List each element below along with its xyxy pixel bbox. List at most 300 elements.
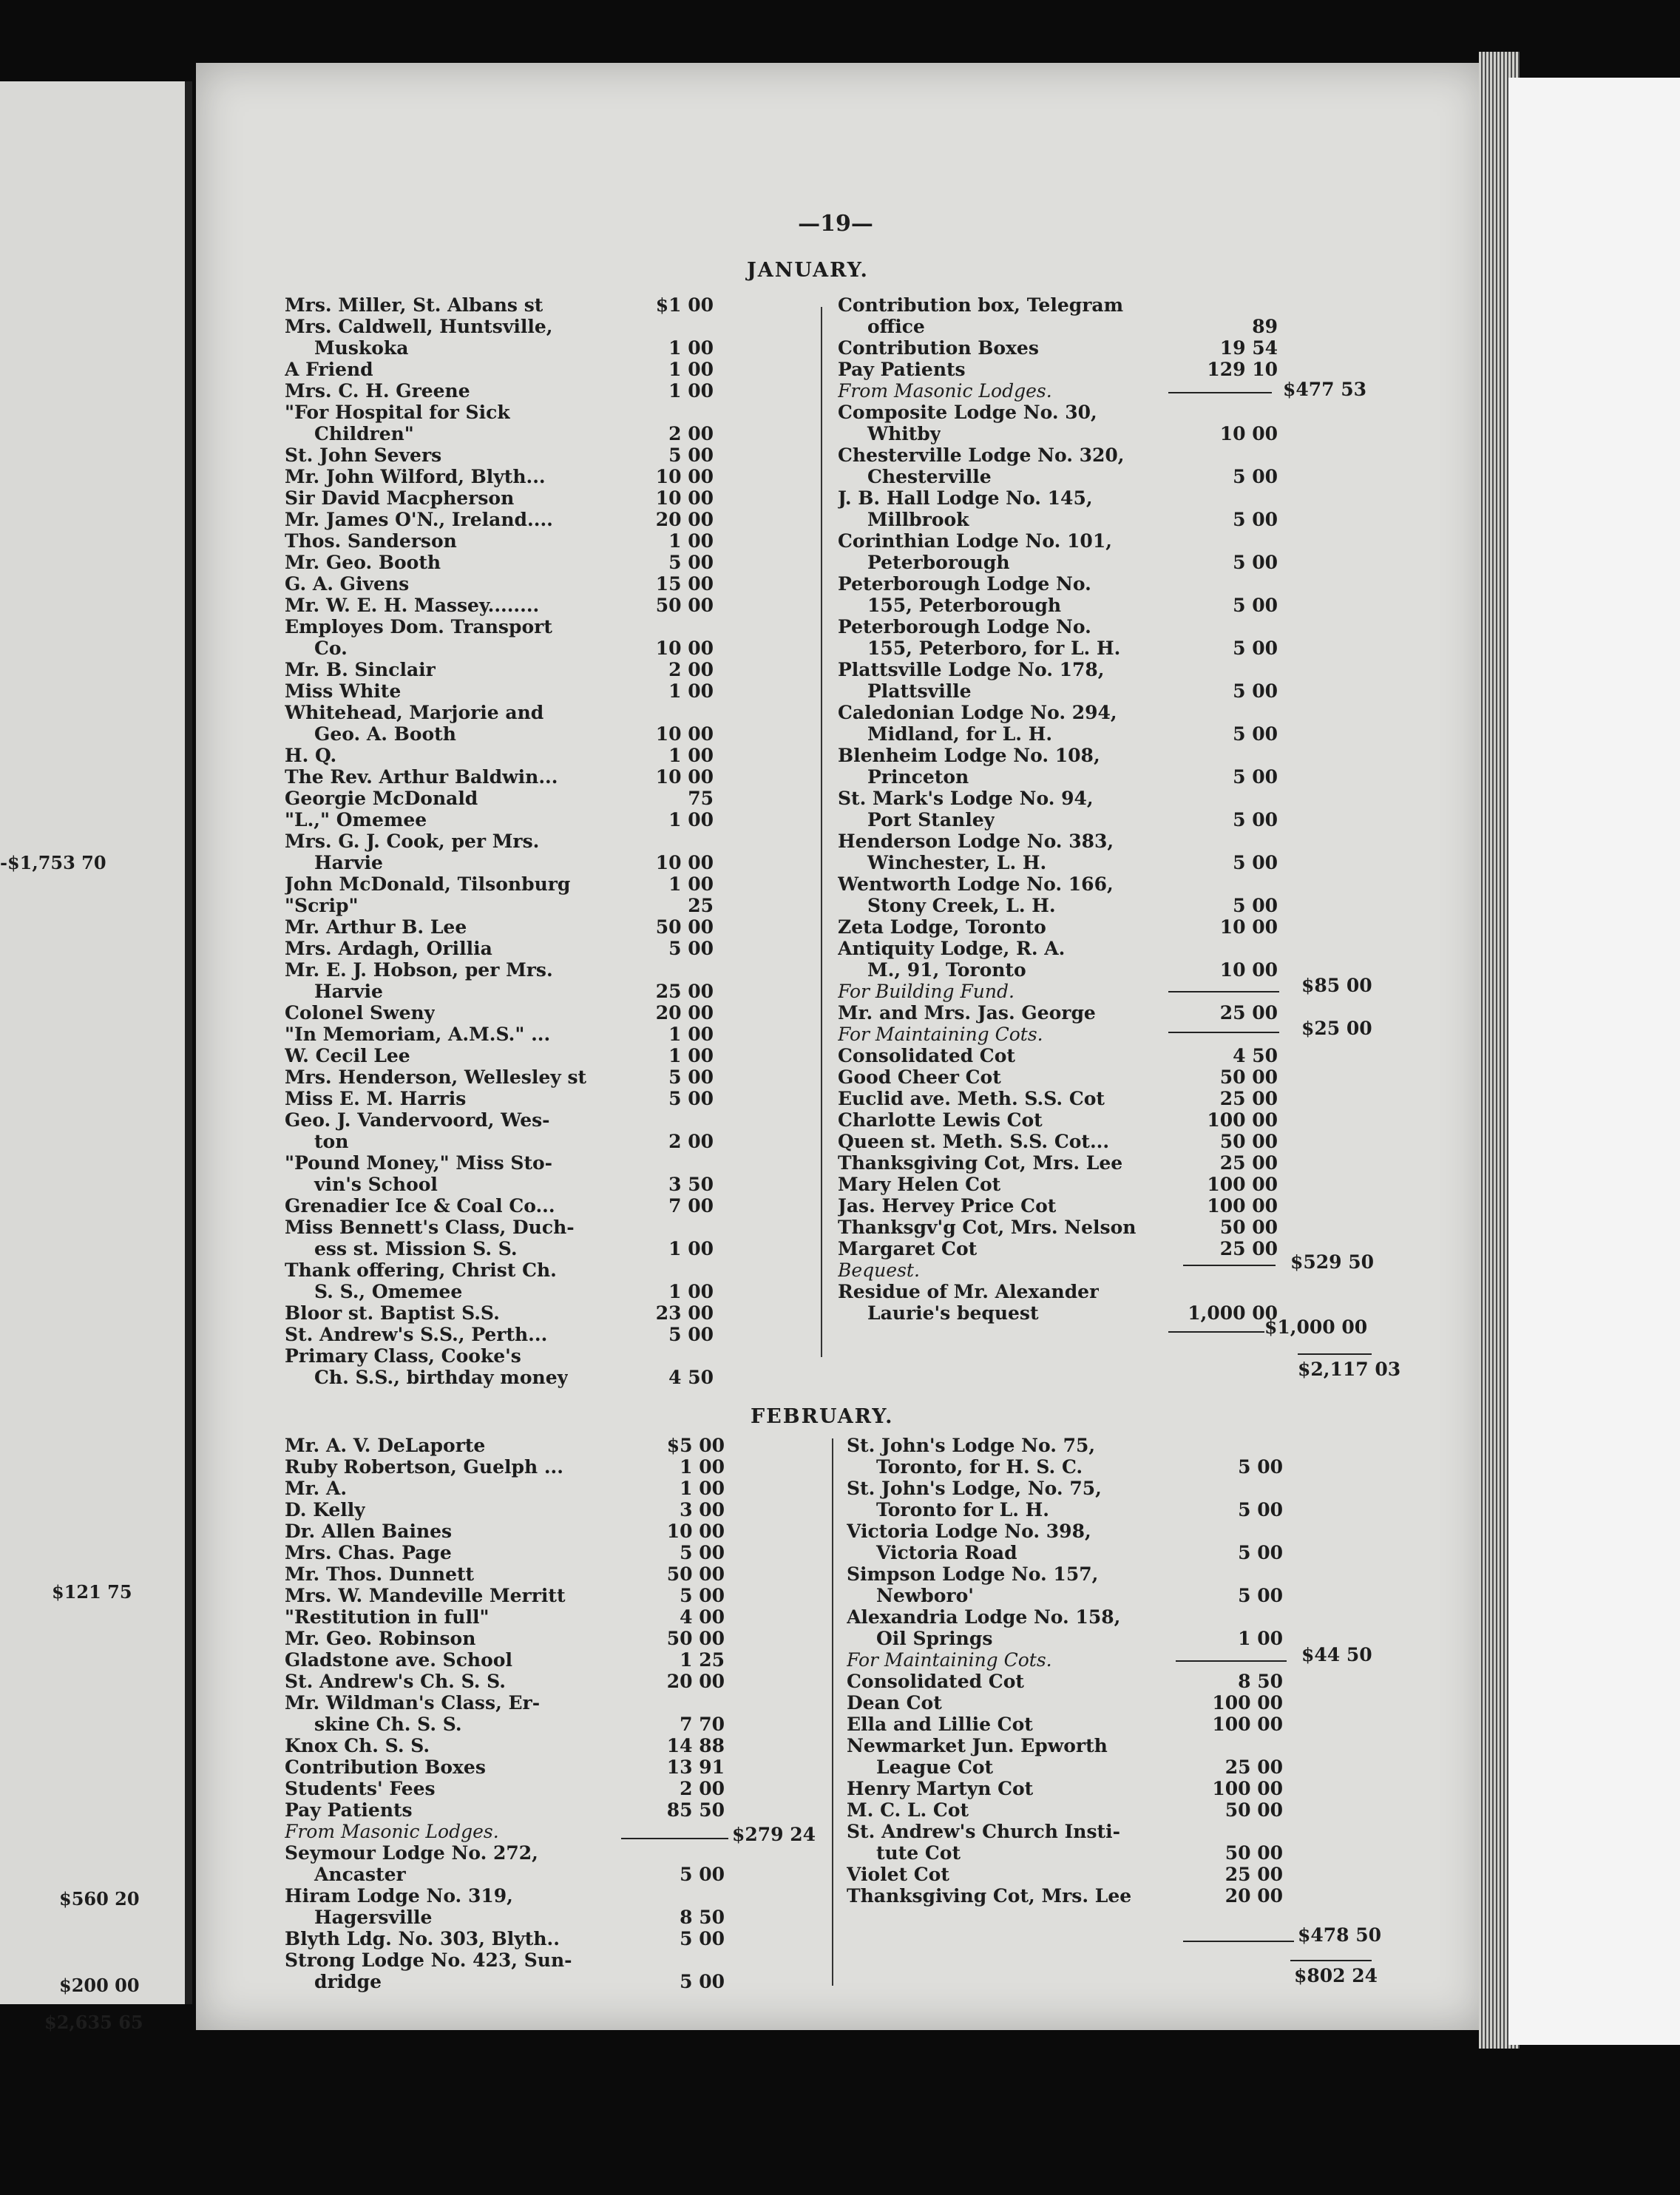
- ledger-entry: [285, 766, 714, 788]
- sum-rule: [1298, 1353, 1372, 1355]
- ledger-entry: [285, 380, 714, 402]
- ledger-entry: [285, 916, 714, 938]
- entry-name: Mr. A.: [285, 1478, 348, 1499]
- ledger-entry: [285, 573, 714, 595]
- entry-amount: [647, 1217, 714, 1238]
- ledger-entry: [285, 1885, 725, 1907]
- entry-name: Caledonian Lodge No. 294,: [838, 702, 1117, 723]
- ledger-entry: [285, 723, 714, 745]
- entry-name: Mrs. Caldwell, Huntsville,: [285, 316, 553, 337]
- entry-amount: 5 00: [1233, 637, 1278, 659]
- entry-name: Zeta Lodge, Toronto: [838, 916, 1046, 938]
- left-page-figure: $200 00: [59, 1975, 140, 1996]
- entry-amount: 15 00: [655, 573, 714, 595]
- entry-name: St. Mark's Lodge No. 94,: [838, 788, 1094, 809]
- ledger-entry: [285, 1864, 725, 1885]
- ledger-entry: [285, 1195, 714, 1217]
- january-total-item: $85 00: [1301, 975, 1372, 996]
- entry-name: Mr. Wildman's Class, Er-: [285, 1692, 541, 1714]
- sum-rule: [1168, 1032, 1279, 1033]
- entry-amount: [1211, 402, 1278, 423]
- entry-name: Thos. Sanderson: [285, 530, 457, 552]
- entry-amount: 5 00: [1233, 852, 1278, 873]
- entry-name: G. A. Givens: [285, 573, 410, 595]
- ledger-entry: [285, 680, 714, 702]
- ledger-entry: [285, 1045, 714, 1066]
- entry-amount: 5 00: [668, 552, 714, 573]
- entry-name: Port Stanley: [867, 809, 995, 831]
- entry-amount: 5 00: [1233, 509, 1278, 530]
- entry-amount: 1,000 00: [1188, 1302, 1278, 1324]
- entry-name: Margaret Cot: [838, 1238, 978, 1259]
- ledger-entry: [285, 1131, 714, 1152]
- entry-name: Pay Patients: [285, 1799, 413, 1821]
- entry-amount: [647, 316, 714, 337]
- entry-amount: [1211, 873, 1278, 895]
- entry-amount: 5 00: [1233, 766, 1278, 788]
- entry-name: Mr. E. J. Hobson, per Mrs.: [285, 959, 553, 981]
- entry-name: Henry Martyn Cot: [847, 1778, 1034, 1799]
- ledger-entry: [847, 1628, 1283, 1649]
- entry-name: Thanksgiving Cot, Mrs. Lee: [838, 1152, 1123, 1174]
- entry-amount: 100 00: [1212, 1778, 1283, 1799]
- entry-amount: 25 00: [1225, 1756, 1283, 1778]
- entry-name: Sir David Macpherson: [285, 487, 515, 509]
- ledger-entry: [838, 530, 1278, 552]
- ledger-entry: [847, 1456, 1283, 1478]
- ledger-entry: [847, 1885, 1283, 1907]
- entry-amount: 8 50: [680, 1907, 725, 1928]
- ledger-entry: [847, 1521, 1283, 1542]
- entry-name: Mr. Thos. Dunnett: [285, 1563, 475, 1585]
- entry-name: Miss White: [285, 680, 402, 702]
- entry-name: Colonel Sweny: [285, 1002, 436, 1024]
- left-page-figure: -$1,753 70: [0, 852, 106, 873]
- ledger-entry: [285, 1345, 714, 1367]
- entry-name: Queen st. Meth. S.S. Cot...: [838, 1131, 1110, 1152]
- entry-amount: [1216, 1478, 1283, 1499]
- ledger-entry: [285, 1174, 714, 1195]
- entry-name: "In Memoriam, A.M.S." ...: [285, 1024, 551, 1045]
- ledger-entry: [847, 1606, 1283, 1628]
- entry-name: Wentworth Lodge No. 166,: [838, 873, 1114, 895]
- entry-name: Ella and Lillie Cot: [847, 1714, 1033, 1735]
- entry-name: Peterborough: [867, 552, 1010, 573]
- entry-name: Mrs. Ardagh, Orillia: [285, 938, 492, 959]
- january-total-item: $25 00: [1301, 1018, 1372, 1039]
- entry-name: "L.," Omemee: [285, 809, 427, 831]
- entry-name: Plattsville Lodge No. 178,: [838, 659, 1105, 680]
- entry-amount: [1211, 487, 1278, 509]
- entry-name: Chesterville: [867, 466, 992, 487]
- ledger-entry: [847, 1563, 1283, 1585]
- entry-name: "For Hospital for Sick: [285, 402, 510, 423]
- entry-name: Euclid ave. Meth. S.S. Cot: [838, 1088, 1105, 1109]
- entry-amount: 3 50: [668, 1174, 714, 1195]
- entry-name: Seymour Lodge No. 272,: [285, 1842, 538, 1864]
- entry-name: Hagersville: [314, 1907, 433, 1928]
- sum-rule: [1183, 1265, 1276, 1266]
- ledger-entry: [285, 402, 714, 423]
- entry-name: Jas. Hervey Price Cot: [838, 1195, 1057, 1217]
- ledger-entry: [838, 1174, 1278, 1195]
- ledger-entry: [285, 552, 714, 573]
- ledger-entry: [838, 723, 1278, 745]
- entry-amount: $1 00: [655, 294, 714, 316]
- entry-amount: [1211, 788, 1278, 809]
- ledger-entry: [285, 809, 714, 831]
- entry-name: 155, Peterborough: [867, 595, 1062, 616]
- previous-page: [0, 81, 192, 2033]
- entry-name: Thank offering, Christ Ch.: [285, 1259, 557, 1281]
- entry-amount: 7 00: [668, 1195, 714, 1217]
- entry-amount: 23 00: [655, 1302, 714, 1324]
- entry-amount: 100 00: [1212, 1692, 1283, 1714]
- ledger-entry: [285, 530, 714, 552]
- entry-amount: 5 00: [668, 444, 714, 466]
- ledger-entry: [285, 1735, 725, 1756]
- entry-name: Mr. James O'N., Ireland....: [285, 509, 553, 530]
- ledger-entry: [838, 552, 1278, 573]
- ledger-entry: [838, 702, 1278, 723]
- ledger-entry: [838, 766, 1278, 788]
- ledger-entry: [285, 1671, 725, 1692]
- ledger-entry: [838, 1195, 1278, 1217]
- entry-amount: 19 54: [1219, 337, 1278, 359]
- entry-amount: [658, 1842, 725, 1864]
- entry-name: Consolidated Cot: [838, 1045, 1015, 1066]
- entry-amount: 5 00: [1233, 595, 1278, 616]
- ledger-entry: [838, 616, 1278, 637]
- entry-amount: [1211, 702, 1278, 723]
- entry-amount: [1211, 1259, 1278, 1281]
- ledger-entry: [285, 294, 714, 316]
- entry-amount: [1211, 444, 1278, 466]
- entry-name: Mrs. C. H. Greene: [285, 380, 470, 402]
- entry-name: D. Kelly: [285, 1499, 365, 1521]
- ledger-entry: [838, 487, 1278, 509]
- ledger-entry: [847, 1435, 1283, 1456]
- entry-amount: 50 00: [1225, 1799, 1283, 1821]
- entry-amount: 10 00: [655, 637, 714, 659]
- ledger-entry: [838, 852, 1278, 873]
- entry-name: Blyth Ldg. No. 303, Blyth..: [285, 1928, 560, 1949]
- entry-amount: [658, 1885, 725, 1907]
- ledger-entry: [285, 1238, 714, 1259]
- entry-amount: [647, 702, 714, 723]
- entry-name: Mr. W. E. H. Massey........: [285, 595, 540, 616]
- entry-name: For Maintaining Cots.: [847, 1649, 1052, 1671]
- entry-name: Mr. and Mrs. Jas. George: [838, 1002, 1096, 1024]
- ledger-entry: [285, 895, 714, 916]
- entry-name: St. Andrew's Ch. S. S.: [285, 1671, 507, 1692]
- ledger-entry: [838, 380, 1278, 402]
- entry-amount: [647, 1109, 714, 1131]
- entry-name: "Scrip": [285, 895, 359, 916]
- entry-amount: 10 00: [655, 466, 714, 487]
- ledger-entry: [285, 873, 714, 895]
- entry-amount: 89: [1252, 316, 1278, 337]
- entry-amount: 8 50: [1238, 1671, 1283, 1692]
- ledger-entry: [285, 1842, 725, 1864]
- entry-amount: 100 00: [1207, 1174, 1278, 1195]
- ledger-entry: [285, 1109, 714, 1131]
- entry-name: Pay Patients: [838, 359, 966, 380]
- ledger-entry: [285, 1756, 725, 1778]
- ledger-entry: [838, 316, 1278, 337]
- entry-name: Ancaster: [314, 1864, 406, 1885]
- ledger-entry: [285, 1606, 725, 1628]
- entry-name: Employes Dom. Transport: [285, 616, 552, 637]
- entry-amount: [647, 616, 714, 637]
- ledger-entry: [285, 702, 714, 723]
- entry-name: W. Cecil Lee: [285, 1045, 410, 1066]
- ledger-entry: [285, 1435, 725, 1456]
- entry-name: From Masonic Lodges.: [838, 380, 1052, 402]
- ledger-entry: [838, 337, 1278, 359]
- entry-amount: 5 00: [680, 1542, 725, 1563]
- entry-amount: [647, 1259, 714, 1281]
- entry-amount: 25 00: [1219, 1002, 1278, 1024]
- entry-amount: [647, 831, 714, 852]
- february-left-column: [285, 1435, 725, 1992]
- entry-amount: 2 00: [668, 659, 714, 680]
- ledger-entry: [285, 1542, 725, 1563]
- entry-name: Mrs. Miller, St. Albans st: [285, 294, 543, 316]
- entry-name: Thanksgv'g Cot, Mrs. Nelson: [838, 1217, 1137, 1238]
- ledger-entry: [838, 938, 1278, 959]
- entry-name: Millbrook: [867, 509, 969, 530]
- sum-rule: [1176, 1660, 1287, 1662]
- entry-amount: 85 50: [666, 1799, 725, 1821]
- entry-name: For Maintaining Cots.: [838, 1024, 1043, 1045]
- entry-amount: 25 00: [1219, 1238, 1278, 1259]
- entry-amount: 25 00: [1225, 1864, 1283, 1885]
- entry-amount: 5 00: [1233, 680, 1278, 702]
- entry-amount: 1 00: [668, 680, 714, 702]
- entry-amount: 50 00: [1219, 1066, 1278, 1088]
- ledger-entry: [838, 659, 1278, 680]
- ledger-entry: [847, 1735, 1283, 1756]
- ledger-entry: [285, 1024, 714, 1045]
- ledger-entry: [285, 1907, 725, 1928]
- ledger-entry: [838, 873, 1278, 895]
- entry-amount: 75: [688, 788, 714, 809]
- ledger-entry: [285, 1778, 725, 1799]
- column-divider: [821, 307, 822, 1357]
- entry-name: dridge: [314, 1971, 382, 1992]
- ledger-entry: [847, 1499, 1283, 1521]
- ledger-entry: [285, 1281, 714, 1302]
- entry-name: Winchester, L. H.: [867, 852, 1047, 873]
- february-total-item: $279 24: [732, 1824, 816, 1845]
- entry-amount: [1216, 1821, 1283, 1842]
- ledger-entry: [838, 959, 1278, 981]
- entry-name: Henderson Lodge No. 383,: [838, 831, 1114, 852]
- ledger-entry: [838, 1131, 1278, 1152]
- ledger-entry: [285, 1002, 714, 1024]
- entry-amount: 50 00: [1219, 1217, 1278, 1238]
- entry-amount: [1216, 1563, 1283, 1585]
- entry-name: Miss E. M. Harris: [285, 1088, 467, 1109]
- entry-amount: 50 00: [655, 916, 714, 938]
- ledger-entry: [285, 637, 714, 659]
- sum-rule: [1183, 1941, 1294, 1942]
- ledger-entry: [838, 680, 1278, 702]
- entry-amount: 4 50: [1233, 1045, 1278, 1066]
- entry-amount: 129 10: [1207, 359, 1278, 380]
- ledger-entry: [838, 1088, 1278, 1109]
- entry-amount: [1211, 659, 1278, 680]
- page-number: —19—: [798, 211, 873, 237]
- ledger-entry: [285, 1302, 714, 1324]
- entry-amount: 5 00: [668, 938, 714, 959]
- entry-amount: 25: [688, 895, 714, 916]
- entry-name: ton: [314, 1131, 349, 1152]
- ledger-entry: [838, 1045, 1278, 1066]
- entry-name: Victoria Lodge No. 398,: [847, 1521, 1091, 1542]
- entry-name: tute Cot: [876, 1842, 961, 1864]
- entry-amount: 1 00: [668, 1281, 714, 1302]
- entry-name: Residue of Mr. Alexander: [838, 1281, 1100, 1302]
- entry-name: Newmarket Jun. Epworth: [847, 1735, 1108, 1756]
- entry-amount: 4 00: [680, 1606, 725, 1628]
- entry-name: Newboro': [876, 1585, 974, 1606]
- ledger-entry: [838, 916, 1278, 938]
- entry-amount: 10 00: [655, 723, 714, 745]
- entry-amount: [658, 1692, 725, 1714]
- entry-name: Contribution Boxes: [838, 337, 1039, 359]
- entry-amount: 5 00: [1233, 809, 1278, 831]
- ledger-entry: [285, 337, 714, 359]
- entry-name: A Friend: [285, 359, 373, 380]
- entry-amount: 14 88: [666, 1735, 725, 1756]
- entry-name: Dr. Allen Baines: [285, 1521, 453, 1542]
- ledger-entry: [285, 959, 714, 981]
- january-heading: JANUARY.: [747, 259, 869, 282]
- entry-name: Co.: [314, 637, 348, 659]
- entry-name: Mr. Geo. Robinson: [285, 1628, 476, 1649]
- entry-amount: 1 00: [1238, 1628, 1283, 1649]
- entry-name: Princeton: [867, 766, 969, 788]
- entry-amount: 1 25: [680, 1649, 725, 1671]
- ledger-entry: [285, 1692, 725, 1714]
- ledger-entry: [285, 423, 714, 444]
- entry-amount: [1216, 1521, 1283, 1542]
- entry-name: From Masonic Lodges.: [285, 1821, 499, 1842]
- entry-amount: 1 00: [668, 873, 714, 895]
- ledger-entry: [285, 1152, 714, 1174]
- entry-name: Gladstone ave. School: [285, 1649, 512, 1671]
- ledger-entry: [285, 1628, 725, 1649]
- ledger-entry: [285, 852, 714, 873]
- ledger-entry: [285, 1217, 714, 1238]
- february-grand-total: $802 24: [1294, 1965, 1378, 1986]
- entry-name: Blenheim Lodge No. 108,: [838, 745, 1100, 766]
- ledger-entry: [838, 1259, 1278, 1281]
- entry-name: Midland, for L. H.: [867, 723, 1053, 745]
- entry-name: Contribution Boxes: [285, 1756, 486, 1778]
- entry-name: Harvie: [314, 852, 383, 873]
- entry-amount: 5 00: [668, 1066, 714, 1088]
- entry-name: H. Q.: [285, 745, 337, 766]
- entry-name: Primary Class, Cooke's: [285, 1345, 521, 1367]
- ledger-entry: [847, 1756, 1283, 1778]
- entry-name: Grenadier Ice & Coal Co...: [285, 1195, 555, 1217]
- ledger-entry: [838, 788, 1278, 809]
- entry-amount: 7 70: [680, 1714, 725, 1735]
- ledger-entry: [285, 1088, 714, 1109]
- entry-amount: 1 00: [668, 1238, 714, 1259]
- entry-amount: [1211, 1281, 1278, 1302]
- entry-amount: 1 00: [668, 1024, 714, 1045]
- ledger-entry: [285, 509, 714, 530]
- entry-name: Dean Cot: [847, 1692, 942, 1714]
- entry-amount: 1 00: [668, 745, 714, 766]
- ledger-entry: [285, 1585, 725, 1606]
- january-left-column: [285, 294, 714, 1388]
- ledger-entry: [838, 745, 1278, 766]
- entry-amount: 1 00: [668, 337, 714, 359]
- entry-name: Contribution box, Telegram: [838, 294, 1124, 316]
- entry-name: Plattsville: [867, 680, 972, 702]
- february-heading: FEBRUARY.: [751, 1405, 894, 1428]
- entry-amount: $5 00: [666, 1435, 725, 1456]
- ledger-entry: [838, 1281, 1278, 1302]
- entry-name: Whitehead, Marjorie and: [285, 702, 544, 723]
- entry-amount: [1211, 831, 1278, 852]
- entry-amount: [658, 1949, 725, 1971]
- february-total-item: $478 50: [1298, 1924, 1382, 1946]
- entry-amount: 100 00: [1207, 1195, 1278, 1217]
- ledger-entry: [285, 1478, 725, 1499]
- entry-name: Mr. Arthur B. Lee: [285, 916, 467, 938]
- ledger-entry: [285, 1456, 725, 1478]
- entry-name: Mrs. Chas. Page: [285, 1542, 452, 1563]
- entry-name: 155, Peterboro, for L. H.: [867, 637, 1121, 659]
- entry-name: Mr. B. Sinclair: [285, 659, 436, 680]
- entry-name: St. John Severs: [285, 444, 442, 466]
- ledger-entry: [838, 423, 1278, 444]
- ledger-entry: [285, 1367, 714, 1388]
- entry-name: Peterborough Lodge No.: [838, 573, 1091, 595]
- entry-amount: 5 00: [1238, 1456, 1283, 1478]
- entry-name: skine Ch. S. S.: [314, 1714, 462, 1735]
- entry-name: League Cot: [876, 1756, 994, 1778]
- entry-name: Mary Helen Cot: [838, 1174, 1001, 1195]
- ledger-entry: [838, 402, 1278, 423]
- entry-name: St. John's Lodge No. 75,: [847, 1435, 1096, 1456]
- ledger-entry: [838, 1238, 1278, 1259]
- sum-rule: [1168, 392, 1272, 393]
- ledger-entry: [838, 1217, 1278, 1238]
- entry-name: M. C. L. Cot: [847, 1799, 969, 1821]
- entry-name: Miss Bennett's Class, Duch-: [285, 1217, 575, 1238]
- entry-amount: [647, 959, 714, 981]
- entry-name: Composite Lodge No. 30,: [838, 402, 1097, 423]
- ledger-entry: [285, 788, 714, 809]
- entry-amount: 3 00: [680, 1499, 725, 1521]
- ledger-entry: [838, 359, 1278, 380]
- entry-amount: [1211, 294, 1278, 316]
- ledger-entry: [838, 509, 1278, 530]
- sum-rule: [1168, 1331, 1264, 1333]
- ledger-entry: [838, 294, 1278, 316]
- entry-amount: 10 00: [1219, 423, 1278, 444]
- entry-amount: 50 00: [655, 595, 714, 616]
- ledger-entry: [847, 1714, 1283, 1735]
- ledger-entry: [285, 1521, 725, 1542]
